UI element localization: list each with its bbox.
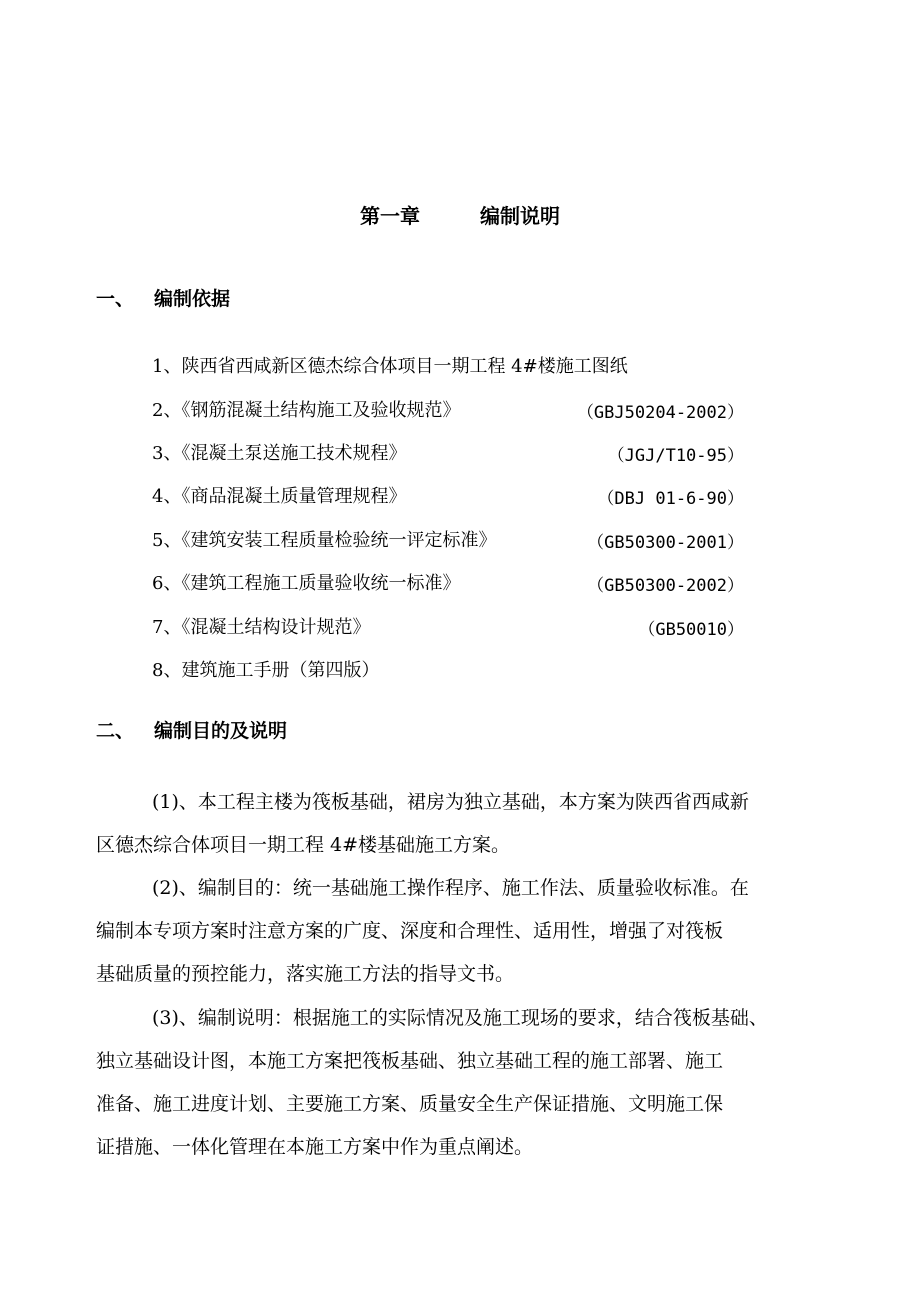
chapter-heading [0,200,920,229]
reference-item-4: 4、《商品混凝土质量管理规程》 [152,486,407,507]
paragraph-2-line-2: 编制本专项方案时注意方案的广度、深度和合理性、适用性，增强了对筏板 [96,920,724,942]
paragraph-2-line-3: 基础质量的预控能力，落实施工方法的指导文书。 [96,963,515,985]
reference-code-7: （GB50010） [638,620,744,640]
reference-code-3: （JGJ/T10-95） [607,446,744,466]
section-2-title: 编制目的及说明 [154,720,288,742]
section-1-title: 编制依据 [154,288,231,310]
reference-item-6: 6、《建筑工程施工质量验收统一标准》 [152,573,461,594]
paragraph-1-line-1: (1)、本工程主楼为筏板基础，裙房为独立基础，本方案为陕西省西咸新 [152,791,749,813]
paragraph-3-line-2: 独立基础设计图，本施工方案把筏板基础、独立基础工程的施工部署、施工 [96,1050,724,1072]
reference-item-5: 5、《建筑安装工程质量检验统一评定标准》 [152,530,497,551]
reference-item-8: 8、建筑施工手册（第四版） [152,660,380,681]
section-2-number: 二、 [96,720,135,742]
reference-item-1: 1、陕西省西咸新区德杰综合体项目一期工程 4#楼施工图纸 [152,356,628,377]
section-2-heading [96,716,287,743]
chapter-number: 第一章 [360,204,420,228]
section-1-heading [96,284,230,311]
paragraph-3-line-3: 准备、施工进度计划、主要施工方案、质量安全生产保证措施、文明施工保 [96,1093,724,1115]
reference-item-7: 7、《混凝土结构设计规范》 [152,617,371,638]
paragraph-2-line-1: (2)、编制目的：统一基础施工操作程序、施工作法、质量验收标准。在 [152,877,749,899]
reference-item-2: 2、《钢筋混凝土结构施工及验收规范》 [152,400,461,421]
chapter-title: 编制说明 [480,204,560,228]
section-1-number: 一、 [96,288,135,310]
reference-code-5: （GB50300-2001） [587,533,744,553]
paragraph-1-line-2: 区德杰综合体项目一期工程 4#楼基础施工方案。 [96,834,511,856]
paragraph-3-line-1: (3)、编制说明：根据施工的实际情况及施工现场的要求，结合筏板基础、 [152,1007,768,1029]
reference-code-6: （GB50300-2002） [587,576,744,596]
paragraph-3-line-4: 证措施、一体化管理在本施工方案中作为重点阐述。 [96,1136,534,1158]
reference-item-3: 3、《混凝土泵送施工技术规程》 [152,443,407,464]
reference-code-2: （GBJ50204-2002） [576,403,744,423]
reference-code-4: （DBJ 01-6-90） [597,489,744,509]
